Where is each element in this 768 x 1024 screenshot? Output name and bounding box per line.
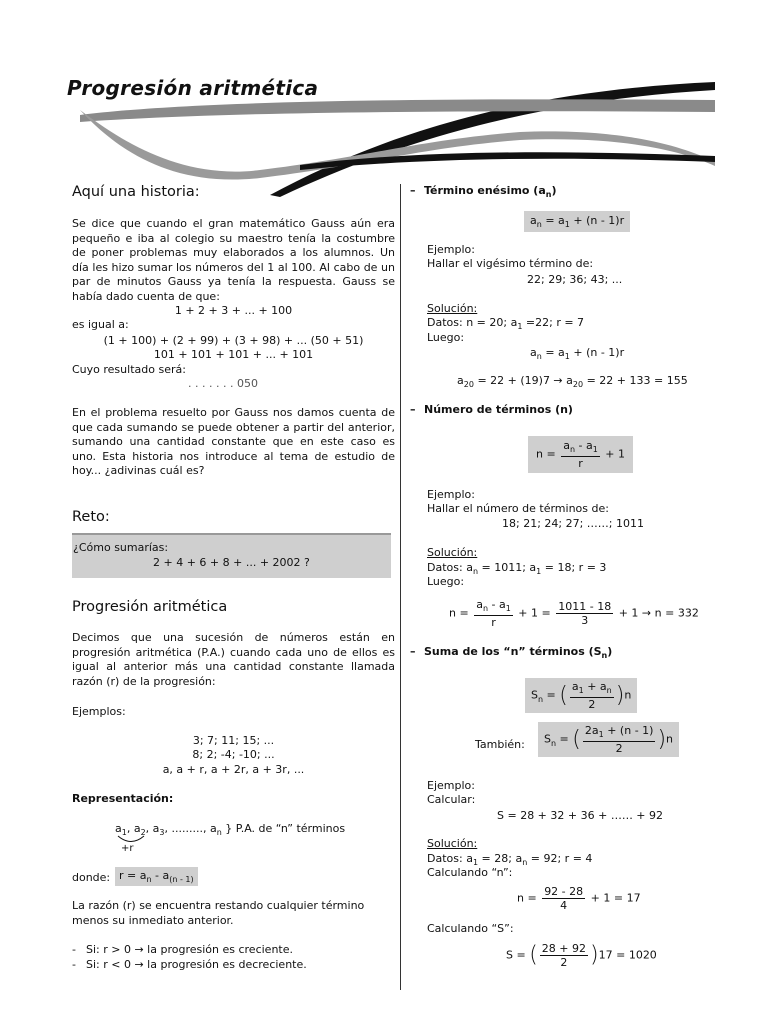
numero-task: Hallar el número de términos de:: [427, 502, 609, 515]
luego-label-2: Luego:: [427, 575, 465, 588]
razon-formula: $r = a_n - a_{(n - 1)}$: [115, 867, 198, 886]
page-title: Progresión aritmética: [67, 76, 319, 100]
solucion-label-2: Solución:: [427, 546, 478, 559]
ejemplos-label: Ejemplos:: [72, 705, 126, 718]
column-divider: [400, 184, 401, 990]
historia-paragraph-2: En el problema resuelto por Gauss nos damos cuenta de que cada sumando se puede obtener a partir del anterior, sumando una cantidad constante que en este caso es uno. Esta historia nos introduce al tema de estudio de hoy... ¿adivinas cuál es?: [72, 406, 395, 477]
sum101-line: 101 + 101 + 101 + ... + 101: [153, 348, 314, 361]
bullet-decreciente: - Si: r < 0 → la progresión es decreciente.: [72, 958, 307, 971]
numero-formula: n = $\frac{a_n - a_1}{r}$ + 1: [528, 436, 633, 473]
a20-calculation: $a_{20} = 22 + (19)7 \to a_{20} = 22 + 133 = 155$: [457, 374, 688, 390]
enesimo-formula-repeat: $a_n = a_1 + (n - 1)r$: [530, 346, 625, 362]
resultado-value: . . . . . . . 050: [188, 377, 258, 390]
decorative-swoosh: [60, 70, 720, 200]
historia-heading: Aquí una historia:: [72, 184, 200, 200]
razon-mark: +r: [121, 843, 134, 854]
calc-n-formula: n = $\frac{92 - 28}{4}$ + 1 = 17: [517, 885, 641, 912]
n-calculation: n = $\frac{a_n - a_1}{r}$ + 1 = $\frac{1011 - 18}{3}$ + 1 → n = 332: [449, 598, 699, 630]
reto-sum: 2 + 4 + 6 + 8 + ... + 2002 ?: [153, 555, 310, 569]
cuyo-label: Cuyo resultado será:: [72, 363, 186, 376]
datos-1: Datos: n = 20; $a_1 =22$; r = 7: [427, 316, 585, 332]
luego-label-1: Luego:: [427, 331, 465, 344]
example-3: a, a + r, a + 2r, a + 3r, ...: [162, 763, 305, 776]
suma-formula-alt: $S_n$ = ( $\frac{2a_1 + (n - 1)}{2}$ )n: [538, 722, 679, 757]
numero-heading: – Número de términos (n): [410, 403, 573, 416]
ejemplo-label-1: Ejemplo:: [427, 243, 475, 256]
es-igual-label: es igual a:: [72, 318, 129, 331]
datos-3: Datos: $a_1 = 28$; $a_n = 92$; r = 4: [427, 852, 593, 868]
ejemplo-label-2: Ejemplo:: [427, 488, 475, 501]
enesimo-formula: $a_n = a_1 + (n - 1)r$: [524, 211, 630, 232]
enesimo-heading: – Término enésimo $(a_n)$: [410, 184, 557, 200]
reto-box: [72, 533, 391, 578]
suma-formula: $S_n$ = ( $\frac{a_1 + a_n}{2}$ )n: [525, 678, 637, 713]
historia-paragraph: Se dice que cuando el gran matemático Gauss aún era pequeño e iba al colegio su maestro tenía la costumbre de poner problemas muy elaborados a los alumnos. Un día les hizo sumar los números del 1 al 100. Al cabo de un par de minutos Gauss ya tenía la respuesta. Gauss se había dado cuenta de que:: [72, 217, 395, 303]
enesimo-sequence: 22; 29; 36; 43; ...: [527, 273, 623, 286]
representation-formula: $a_1$, $a_2$, $a_3$, ........., $a_n$ } P.A. de “n” términos: [115, 822, 346, 838]
calc-n-label: Calculando “n”:: [427, 866, 513, 879]
enesimo-task: Hallar el vigésimo término de:: [427, 257, 594, 270]
numero-sequence: 18; 21; 24; 27; ……; 1011: [502, 517, 644, 530]
pa-definition: Decimos que una sucesión de números están en progresión aritmética (P.A.) cuando cada uno de ellos es igual al anterior más una cantidad constante llamada razón (r) de la progresión:: [72, 631, 395, 688]
suma-heading: – Suma de los “n” términos $(S_n)$: [410, 645, 613, 661]
calc-s-label: Calculando “S”:: [427, 922, 514, 935]
example-2: 8; 2; -4; -10; ...: [192, 748, 275, 761]
donde-label: donde:: [72, 871, 111, 884]
reto-heading: Reto:: [72, 509, 110, 525]
sum-line: 1 + 2 + 3 + ... + 100: [174, 304, 293, 317]
pa-heading: Progresión aritmética: [72, 599, 228, 615]
representacion-heading: Representación:: [72, 792, 174, 805]
example-1: 3; 7; 11; 15; ...: [192, 734, 275, 747]
suma-sequence: S = 28 + 32 + 36 + …… + 92: [497, 809, 664, 822]
calc-s-formula: S = ( $\frac{28 + 92}{2}$ )17 = 1020: [506, 942, 657, 969]
tambien-label: También:: [475, 738, 525, 751]
solucion-label-1: Solución:: [427, 302, 478, 315]
datos-2: Datos: $a_n = 1011$; $a_1 = 18$; r = 3: [427, 561, 607, 577]
bullet-creciente: - Si: r > 0 → la progresión es creciente.: [72, 943, 293, 956]
solucion-label-3: Solución:: [427, 837, 478, 850]
reto-question: ¿Cómo sumarías:: [73, 541, 169, 554]
razon-text: La razón (r) se encuentra restando cualquier término menos su inmediato anterior.: [72, 899, 365, 927]
suma-task: Calcular:: [427, 793, 476, 806]
ejemplo-label-3: Ejemplo:: [427, 779, 475, 792]
pairs-line: (1 + 100) + (2 + 99) + (3 + 98) + ... (50 + 51): [103, 334, 364, 347]
